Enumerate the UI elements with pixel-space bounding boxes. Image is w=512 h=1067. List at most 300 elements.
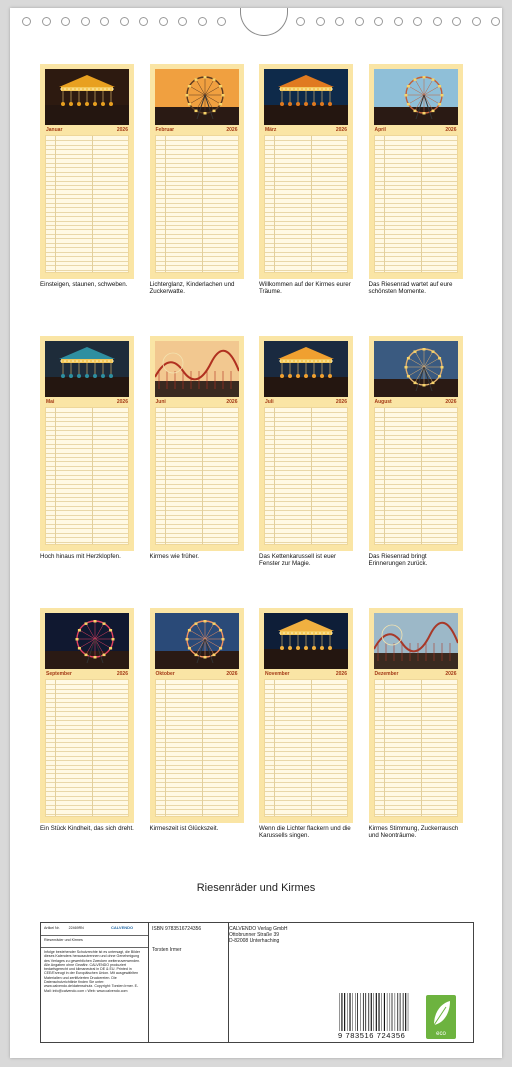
day-row-line xyxy=(46,172,128,173)
month-panel xyxy=(259,608,353,839)
day-row-line xyxy=(46,493,128,494)
day-row-line xyxy=(46,747,128,748)
day-row-line xyxy=(265,747,347,748)
day-row-line xyxy=(265,484,347,485)
binding-ring xyxy=(355,17,364,26)
day-row-line xyxy=(156,778,238,779)
day-row-line xyxy=(375,181,457,182)
footer-isbn-column xyxy=(149,923,229,1042)
day-column-line xyxy=(55,680,56,816)
month-year: 2026 xyxy=(226,126,238,133)
month-header xyxy=(155,398,239,405)
day-column-line xyxy=(384,408,385,544)
day-row-line xyxy=(156,497,238,498)
day-row-line xyxy=(375,189,457,190)
month-photo xyxy=(264,69,348,125)
day-row-line xyxy=(375,421,457,422)
month-panel xyxy=(259,64,353,295)
day-row-line xyxy=(375,787,457,788)
day-row-line xyxy=(46,519,128,520)
binding-ring xyxy=(394,17,403,26)
day-row-line xyxy=(265,261,347,262)
day-row-line xyxy=(46,194,128,195)
day-row-line xyxy=(375,229,457,230)
day-row-line xyxy=(156,172,238,173)
day-row-line xyxy=(265,725,347,726)
day-column-line xyxy=(274,136,275,272)
day-row-line xyxy=(265,528,347,529)
barcode-bar xyxy=(405,993,406,1031)
month-caption: Lichterglanz, Kinderlachen und Zuckerwatte. xyxy=(149,281,235,295)
month-header xyxy=(264,398,348,405)
month-name: Juli xyxy=(265,398,274,405)
binding-ring xyxy=(413,17,422,26)
day-row-line xyxy=(375,537,457,538)
day-row-line xyxy=(375,733,457,734)
day-row-line xyxy=(46,769,128,770)
day-row-line xyxy=(156,261,238,262)
day-row-line xyxy=(375,729,457,730)
month-header xyxy=(374,398,458,405)
month-year: 2026 xyxy=(445,126,457,133)
day-row-line xyxy=(46,163,128,164)
day-row-line xyxy=(46,796,128,797)
barcode-bar xyxy=(378,993,379,1031)
month-year: 2026 xyxy=(445,670,457,677)
barcode-bar xyxy=(384,993,385,1031)
binding-ring xyxy=(433,17,442,26)
month-frame xyxy=(259,64,353,279)
day-row-line xyxy=(375,742,457,743)
day-row-line xyxy=(265,711,347,712)
day-column-line xyxy=(165,136,166,272)
day-row-line xyxy=(375,765,457,766)
day-row-line xyxy=(46,756,128,757)
day-row-line xyxy=(265,247,347,248)
day-row-line xyxy=(46,265,128,266)
day-row-line xyxy=(46,814,128,815)
day-column-line xyxy=(421,680,422,816)
day-row-line xyxy=(46,510,128,511)
day-row-line xyxy=(375,716,457,717)
month-frame xyxy=(369,64,463,279)
day-row-line xyxy=(156,457,238,458)
day-row-line xyxy=(265,216,347,217)
barcode-bar xyxy=(365,993,366,1031)
day-row-line xyxy=(156,444,238,445)
day-row-line xyxy=(265,537,347,538)
day-row-line xyxy=(46,488,128,489)
day-row-line xyxy=(46,751,128,752)
day-row-line xyxy=(156,814,238,815)
day-row-line xyxy=(375,234,457,235)
day-row-line xyxy=(46,693,128,694)
back-cover-footer xyxy=(40,922,474,1043)
day-row-line xyxy=(156,787,238,788)
day-row-line xyxy=(156,176,238,177)
day-row-line xyxy=(265,225,347,226)
day-row-line xyxy=(375,198,457,199)
day-column-line xyxy=(92,136,93,272)
day-row-line xyxy=(156,145,238,146)
day-row-line xyxy=(156,725,238,726)
day-row-line xyxy=(375,769,457,770)
day-row-line xyxy=(156,234,238,235)
month-year: 2026 xyxy=(226,670,238,677)
month-caption: Kirmeszeit ist Glückszeit. xyxy=(149,825,219,832)
day-row-line xyxy=(156,247,238,248)
day-row-line xyxy=(46,247,128,248)
day-row-line xyxy=(46,733,128,734)
day-row-line xyxy=(156,716,238,717)
day-column-line xyxy=(55,136,56,272)
day-row-line xyxy=(265,769,347,770)
day-row-line xyxy=(375,684,457,685)
day-row-line xyxy=(156,203,238,204)
day-row-line xyxy=(46,479,128,480)
month-frame xyxy=(40,64,134,279)
day-row-line xyxy=(46,448,128,449)
month-year: 2026 xyxy=(116,398,128,405)
month-frame xyxy=(259,336,353,551)
barcode-bar xyxy=(371,993,372,1031)
day-grid xyxy=(374,407,458,545)
month-caption: Wenn die Lichter flackern und die Karussells singen. xyxy=(259,825,351,839)
day-row-line xyxy=(375,484,457,485)
binding-ring xyxy=(374,17,383,26)
day-row-line xyxy=(156,229,238,230)
day-row-line xyxy=(375,501,457,502)
day-column-line xyxy=(92,680,93,816)
day-row-line xyxy=(156,448,238,449)
day-row-line xyxy=(156,742,238,743)
day-row-line xyxy=(375,265,457,266)
day-row-line xyxy=(156,782,238,783)
day-grid xyxy=(374,679,458,817)
day-row-line xyxy=(375,711,457,712)
day-row-line xyxy=(156,221,238,222)
day-row-line xyxy=(375,689,457,690)
day-row-line xyxy=(156,430,238,431)
day-row-line xyxy=(156,488,238,489)
day-row-line xyxy=(46,684,128,685)
day-row-line xyxy=(46,229,128,230)
day-row-line xyxy=(46,537,128,538)
day-row-line xyxy=(156,809,238,810)
binding-ring xyxy=(335,17,344,26)
day-row-line xyxy=(156,524,238,525)
day-row-line xyxy=(265,426,347,427)
day-row-line xyxy=(156,484,238,485)
day-row-line xyxy=(375,435,457,436)
day-row-line xyxy=(375,796,457,797)
day-row-line xyxy=(46,221,128,222)
binding-ring xyxy=(100,17,109,26)
month-header xyxy=(264,126,348,133)
day-row-line xyxy=(46,426,128,427)
binding-ring xyxy=(178,17,187,26)
barcode-bar xyxy=(349,993,350,1031)
day-row-line xyxy=(156,270,238,271)
month-name: Januar xyxy=(46,126,63,133)
day-row-line xyxy=(46,698,128,699)
day-row-line xyxy=(156,796,238,797)
day-row-line xyxy=(265,421,347,422)
barcode-bar xyxy=(400,993,401,1031)
day-row-line xyxy=(156,537,238,538)
binding-ring xyxy=(42,17,51,26)
day-row-line xyxy=(156,212,238,213)
day-row-line xyxy=(265,140,347,141)
day-row-line xyxy=(46,742,128,743)
month-caption: Kirmes Stimmung, Zuckerrausch und Neonträume. xyxy=(368,825,459,839)
day-row-line xyxy=(46,203,128,204)
day-row-line xyxy=(375,448,457,449)
month-name: Dezember xyxy=(374,670,399,677)
day-row-line xyxy=(46,689,128,690)
footer-left-column xyxy=(41,923,149,1042)
day-row-line xyxy=(375,466,457,467)
day-row-line xyxy=(375,176,457,177)
day-row-line xyxy=(375,221,457,222)
day-row-line xyxy=(46,791,128,792)
day-row-line xyxy=(156,760,238,761)
day-row-line xyxy=(265,453,347,454)
day-column-line xyxy=(274,680,275,816)
day-row-line xyxy=(46,711,128,712)
day-row-line xyxy=(265,203,347,204)
day-row-line xyxy=(156,805,238,806)
day-column-line xyxy=(202,680,203,816)
day-row-line xyxy=(265,158,347,159)
day-row-line xyxy=(375,747,457,748)
month-year: 2026 xyxy=(226,398,238,405)
month-frame xyxy=(259,608,353,823)
day-row-line xyxy=(156,510,238,511)
binding-ring xyxy=(61,17,70,26)
day-column-line xyxy=(165,408,166,544)
day-row-line xyxy=(156,689,238,690)
day-row-line xyxy=(46,243,128,244)
day-row-line xyxy=(156,453,238,454)
day-row-line xyxy=(46,506,128,507)
day-row-line xyxy=(46,484,128,485)
day-row-line xyxy=(375,453,457,454)
day-row-line xyxy=(46,528,128,529)
day-row-line xyxy=(156,158,238,159)
day-column-line xyxy=(311,680,312,816)
month-photo xyxy=(155,341,239,397)
day-row-line xyxy=(46,457,128,458)
day-column-line xyxy=(421,408,422,544)
legal-notice: Infolge bestehender Schutzrechte ist es untersagt, die Bilder dieses Kalenders herauszutrennen und ohne Genehmigung des Verlages zu gewerblichen Zwecken weiterzuverwenden. Alle Angaben ohne Gewähr. CALVENDO produziert bedarfsgerecht und klimaneutral in DE & EU. Printed in CEE/Erzeugt in der Europäischen Union. Mit ausgewählten Materialien und zertifizierten Druckereien. Die Datenschutzrichtlinie finden Sie unter: www.calvendo.de/datenschutz. Copyright: Torsten Irmer. E-Mail: info@calvendo.com • Web: www.calvendo.com xyxy=(44,950,141,993)
day-row-line xyxy=(46,760,128,761)
day-row-line xyxy=(46,729,128,730)
day-row-line xyxy=(156,238,238,239)
day-column-line xyxy=(92,408,93,544)
day-row-line xyxy=(156,698,238,699)
day-row-line xyxy=(46,444,128,445)
day-column-line xyxy=(202,136,203,272)
month-caption: Kirmes wie früher. xyxy=(149,553,200,560)
day-row-line xyxy=(265,720,347,721)
day-row-line xyxy=(156,765,238,766)
day-row-line xyxy=(265,497,347,498)
day-row-line xyxy=(265,702,347,703)
day-row-line xyxy=(375,778,457,779)
day-row-line xyxy=(265,716,347,717)
publisher-name: CALVENDO Verlag GmbH xyxy=(229,926,288,932)
day-row-line xyxy=(265,270,347,271)
month-panel xyxy=(40,336,134,560)
day-row-line xyxy=(46,167,128,168)
day-row-line xyxy=(46,542,128,543)
day-row-line xyxy=(156,756,238,757)
day-row-line xyxy=(375,470,457,471)
day-row-line xyxy=(46,412,128,413)
month-header xyxy=(45,398,129,405)
day-row-line xyxy=(375,805,457,806)
month-photo xyxy=(374,69,458,125)
day-row-line xyxy=(265,765,347,766)
day-grid xyxy=(155,407,239,545)
day-row-line xyxy=(265,689,347,690)
month-caption: Hoch hinaus mit Herzklopfen. xyxy=(40,553,121,560)
month-panel xyxy=(369,336,463,567)
day-grid xyxy=(45,679,129,817)
day-row-line xyxy=(375,528,457,529)
month-photo xyxy=(45,341,129,397)
month-year: 2026 xyxy=(445,398,457,405)
day-row-line xyxy=(265,542,347,543)
day-row-line xyxy=(375,238,457,239)
day-row-line xyxy=(265,515,347,516)
binding-ring xyxy=(198,17,207,26)
day-row-line xyxy=(265,457,347,458)
month-panel xyxy=(150,64,244,295)
month-frame xyxy=(40,608,134,823)
barcode-bar xyxy=(363,993,364,1031)
day-row-line xyxy=(156,470,238,471)
day-row-line xyxy=(375,207,457,208)
day-row-line xyxy=(375,172,457,173)
day-row-line xyxy=(46,707,128,708)
day-row-line xyxy=(156,167,238,168)
barcode-bar xyxy=(368,993,369,1031)
day-row-line xyxy=(375,533,457,534)
day-row-line xyxy=(46,176,128,177)
article-number: 22469RN xyxy=(68,926,84,930)
day-column-line xyxy=(421,136,422,272)
day-row-line xyxy=(46,185,128,186)
binding-ring xyxy=(491,17,500,26)
month-photo xyxy=(264,613,348,669)
article-label: Artikel Nr. xyxy=(44,926,60,930)
day-grid xyxy=(264,407,348,545)
day-row-line xyxy=(265,787,347,788)
month-photo xyxy=(45,613,129,669)
day-row-line xyxy=(265,510,347,511)
day-row-line xyxy=(265,814,347,815)
barcode-bar xyxy=(341,993,342,1031)
day-row-line xyxy=(375,800,457,801)
day-row-line xyxy=(375,225,457,226)
day-row-line xyxy=(265,760,347,761)
day-row-line xyxy=(156,225,238,226)
day-row-line xyxy=(265,524,347,525)
day-row-line xyxy=(375,702,457,703)
month-name: August xyxy=(374,398,392,405)
day-row-line xyxy=(156,707,238,708)
isbn: ISBN 9783516724356 xyxy=(152,926,202,932)
day-row-line xyxy=(46,533,128,534)
day-row-line xyxy=(375,167,457,168)
day-column-line xyxy=(55,408,56,544)
day-row-line xyxy=(265,684,347,685)
day-row-line xyxy=(375,809,457,810)
day-row-line xyxy=(375,493,457,494)
day-grid xyxy=(45,135,129,273)
month-name: Juni xyxy=(155,398,166,405)
day-row-line xyxy=(375,457,457,458)
day-row-line xyxy=(46,252,128,253)
publisher-city: D-82008 Unterhaching xyxy=(229,938,280,944)
publisher-street: Ottobrunner Straße 39 xyxy=(229,932,280,938)
day-row-line xyxy=(375,412,457,413)
barcode xyxy=(338,993,412,1031)
day-row-line xyxy=(265,229,347,230)
month-panel xyxy=(369,64,463,295)
day-row-line xyxy=(156,751,238,752)
day-row-line xyxy=(265,167,347,168)
day-row-line xyxy=(265,805,347,806)
day-row-line xyxy=(265,238,347,239)
day-row-line xyxy=(46,256,128,257)
day-row-line xyxy=(46,435,128,436)
day-row-line xyxy=(46,439,128,440)
day-row-line xyxy=(375,773,457,774)
binding-ring xyxy=(316,17,325,26)
day-row-line xyxy=(156,426,238,427)
day-row-line xyxy=(265,782,347,783)
day-row-line xyxy=(156,185,238,186)
day-row-line xyxy=(375,497,457,498)
month-frame xyxy=(369,608,463,823)
day-row-line xyxy=(265,430,347,431)
day-row-line xyxy=(375,444,457,445)
day-row-line xyxy=(156,256,238,257)
day-row-line xyxy=(46,417,128,418)
day-row-line xyxy=(265,742,347,743)
day-column-line xyxy=(274,408,275,544)
month-panel xyxy=(40,64,134,288)
day-row-line xyxy=(156,769,238,770)
day-row-line xyxy=(156,533,238,534)
day-row-line xyxy=(375,439,457,440)
day-row-line xyxy=(265,698,347,699)
day-row-line xyxy=(375,140,457,141)
month-name: Mai xyxy=(46,398,55,405)
day-row-line xyxy=(46,207,128,208)
day-row-line xyxy=(46,198,128,199)
day-row-line xyxy=(265,809,347,810)
day-row-line xyxy=(265,154,347,155)
day-row-line xyxy=(375,203,457,204)
day-row-line xyxy=(156,684,238,685)
day-row-line xyxy=(375,270,457,271)
day-row-line xyxy=(156,243,238,244)
day-row-line xyxy=(156,154,238,155)
